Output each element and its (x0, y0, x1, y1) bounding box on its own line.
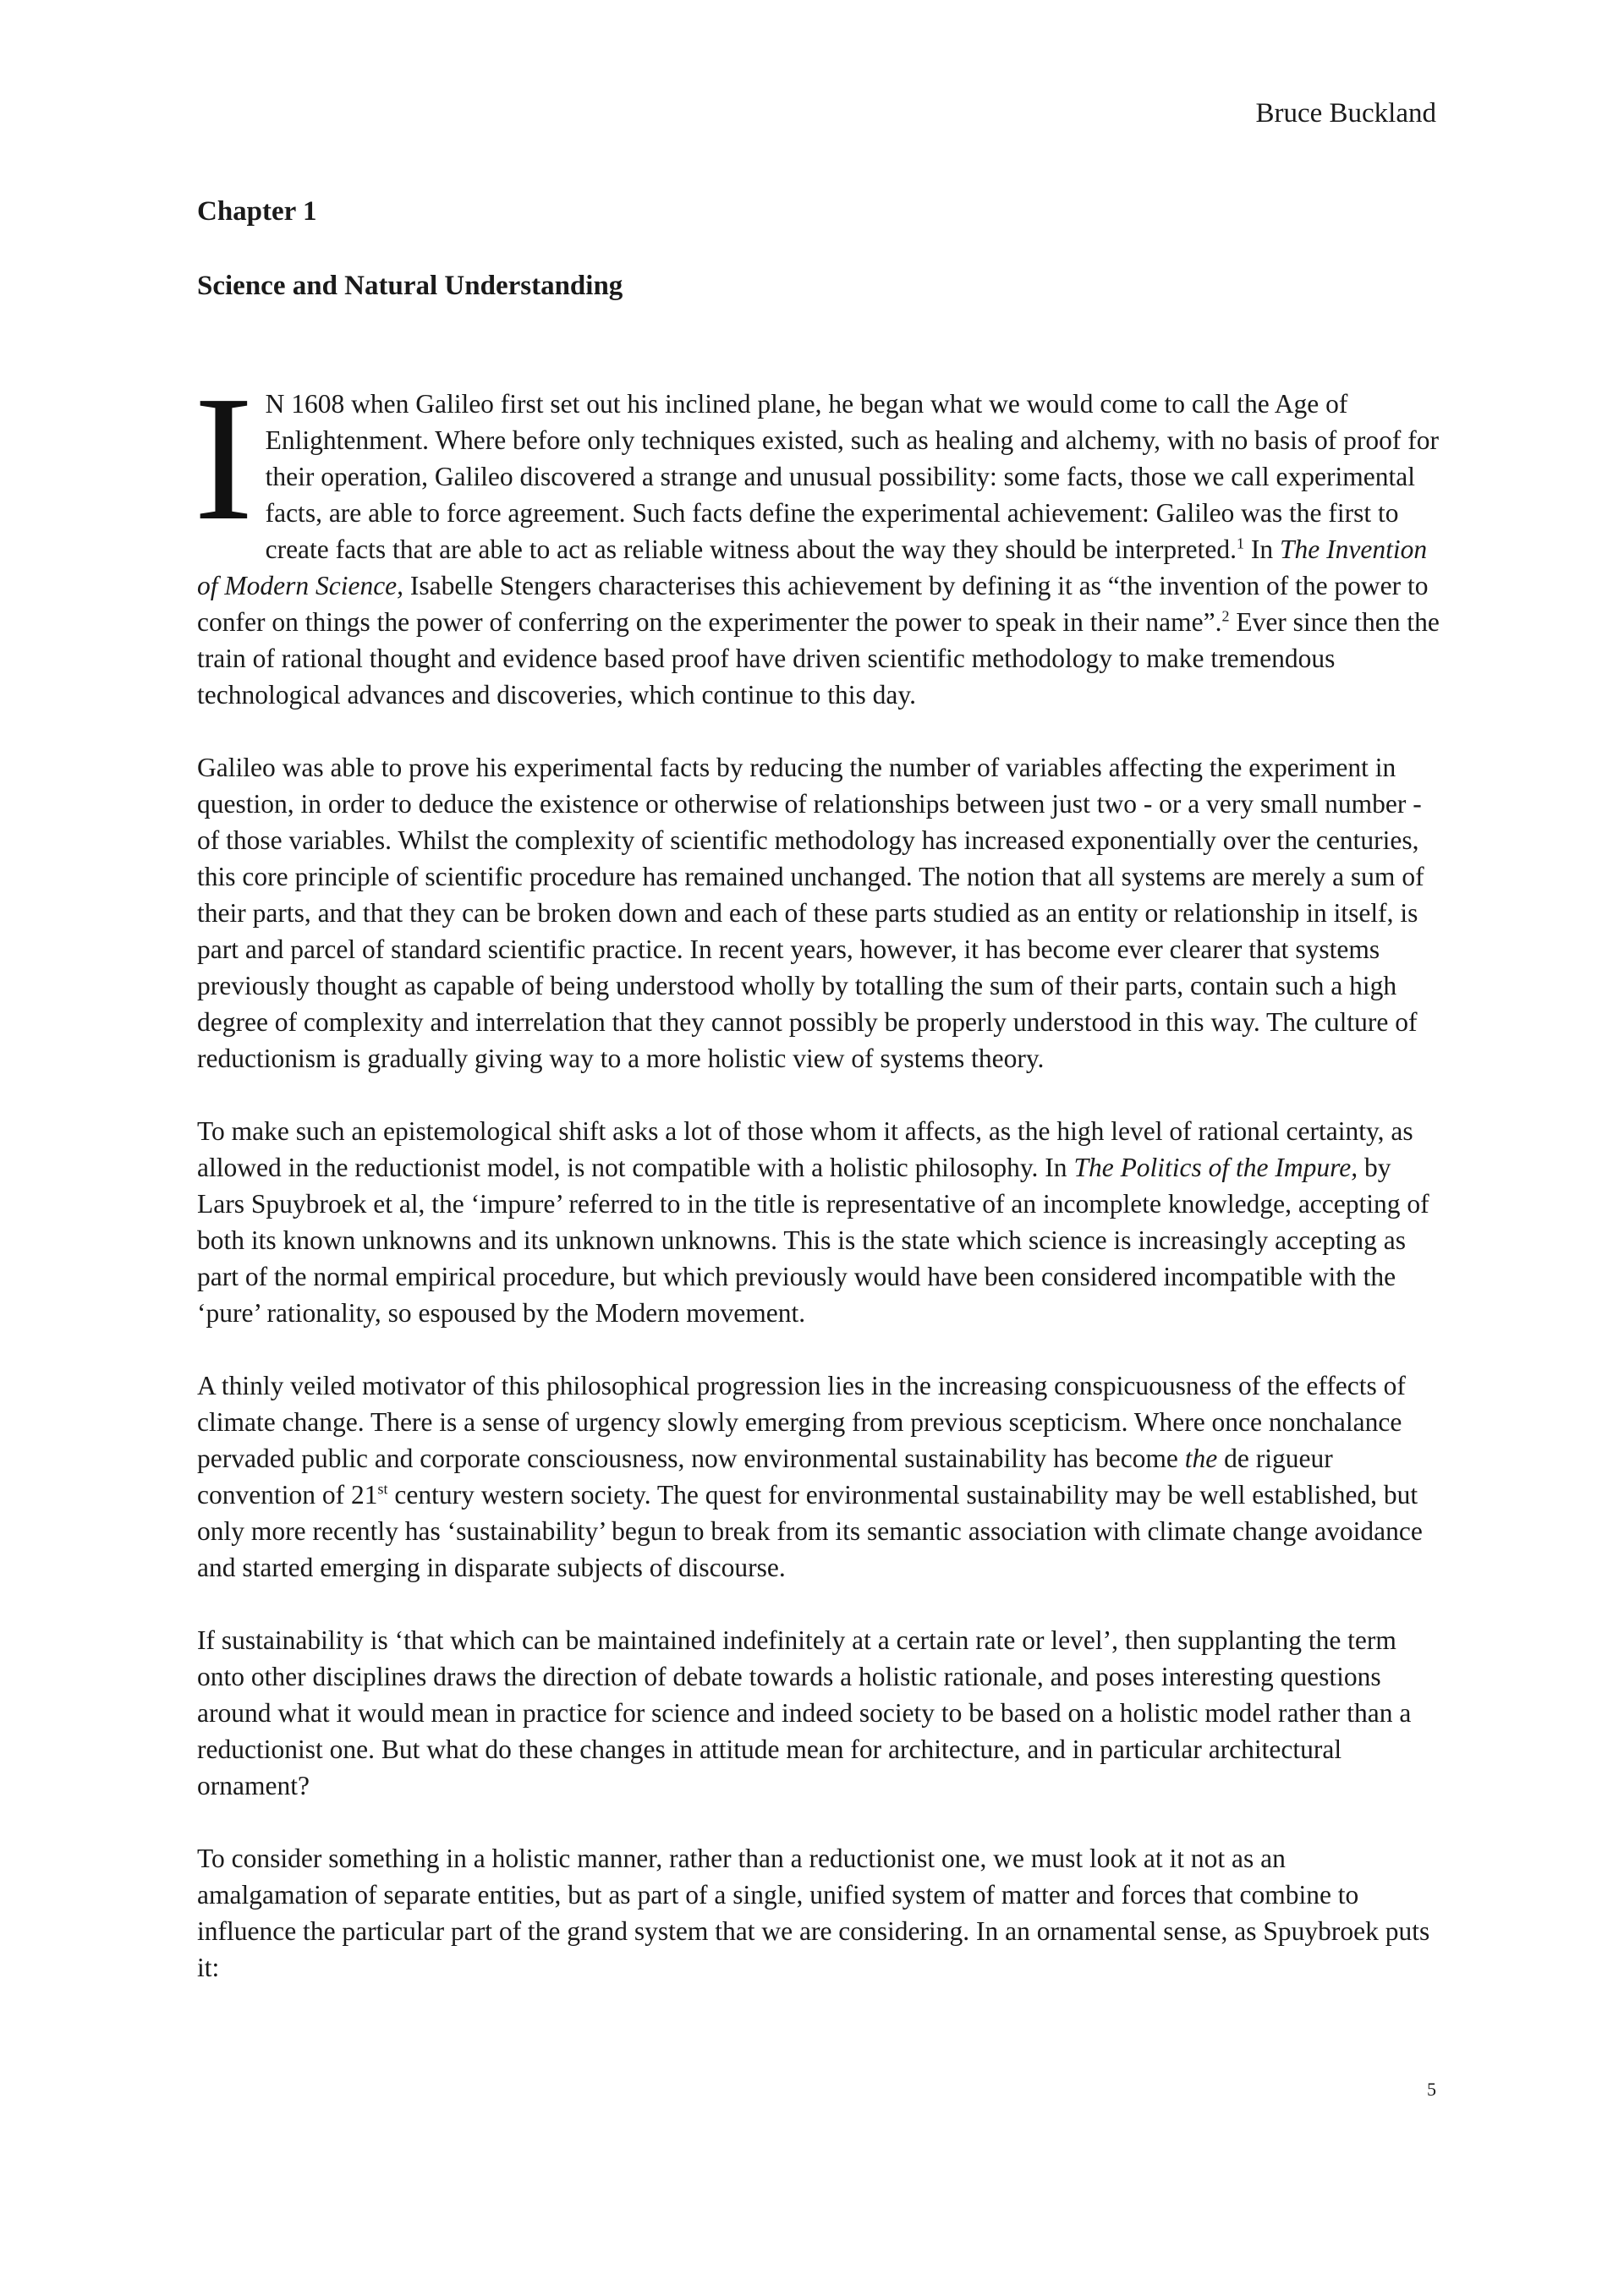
paragraph-1-text-a: N 1608 when Galileo first set out his inclined plane, he began what we would come to call the Age of Enlightenment. Where before only techniques existed, such as healing and alchemy, with no basis of proof for their operation, Galileo discovered a strange and unusual possibility: some facts, those we call experimental facts, are able to force agreement. Such facts define the experimental achievement: Galileo was the first to create facts that are able to act as reliable witness about the way they should be interpreted. (265, 389, 1439, 564)
paragraph-1-text-c: Isabelle Stengers characterises this achievement by defining it as “the invention of the power to confer on things the power of conferring on the experimenter the power to speak in their name”. (197, 571, 1429, 637)
paragraph-4-text-a: A thinly veiled motivator of this philosophical progression lies in the increasing conspicuousness of the effects of climate change. There is a sense of urgency slowly emerging from previous scepticism. Where once nonchalance pervaded public and corporate consciousness, now environmental sustainability has become (197, 1371, 1406, 1473)
paragraph-6: To consider something in a holistic manner, rather than a reductionist one, we must look at it not as an amalgamation of separate entities, but as part of a single, unified system of matter and forces that combine to influence the particular part of the grand system that we are considering. In an ornamental sense, as Spuybroek puts it: (197, 1844, 1430, 1982)
book-title-politics: The Politics of the Impure, (1073, 1153, 1358, 1182)
paragraph-1-text-b: In (1244, 534, 1281, 564)
paragraph-4-text-b: de rigueur convention of 21 (197, 1444, 1333, 1510)
paragraph-3 (197, 1113, 1440, 1331)
drop-cap: I (194, 359, 254, 557)
section-title: Science and Natural Understanding (197, 271, 623, 301)
document-body (194, 193, 1440, 1986)
paragraph-5: If sustainability is ‘that which can be maintained indefinitely at a certain rate or level’, then supplanting the term onto other disciplines draws the direction of debate towards a holistic rationale, and poses interesting questions around what it would mean in practice for science and indeed society to be based on a holistic model rather than a reductionist one. But what do these changes in attitude mean for architecture, and in particular architectural ornament? (197, 1625, 1412, 1800)
running-header-author: Bruce Buckland (1255, 98, 1436, 129)
chapter-title: Chapter 1 (197, 196, 317, 227)
paragraph-1 (194, 359, 1440, 713)
paragraph-4-text-c: century western society. The quest for environmental sustainability may be well established, but only more recently has ‘sustainability’ begun to break from its semantic association with climate change avoidance and started emerging in disparate subjects of discourse. (197, 1480, 1423, 1582)
book-title-invention: The Invention of Modern Science, (197, 534, 1428, 600)
paragraph-1-text-d: Ever since then the train of rational thought and evidence based proof have driven scientific methodology to make tremendous technological advances and discoveries, which continue to this day. (197, 607, 1440, 710)
footnote-ref-2[interactable]: 2 (1221, 607, 1230, 625)
paragraph-2: Galileo was able to prove his experimental facts by reducing the number of variables affecting the experiment in question, in order to deduce the existence or otherwise of relationships between just two - or a very small number - of those variables. Whilst the complexity of scientific methodology has increased exponentially over the centuries, this core principle of scientific procedure has remained unchanged. The notion that all systems are merely a sum of their parts, and that they can be broken down and each of these parts studied as an entity or relationship in itself, is part and parcel of standard scientific practice. In recent years, however, it has become ever clearer that systems previously thought as capable of being understood wholly by totalling the sum of their parts, contain such a high degree of complexity and interrelation that they cannot possibly be properly understood in this way. The culture of reductionism is gradually giving way to a more holistic view of systems theory. (197, 753, 1424, 1073)
paragraph-4 (197, 1367, 1440, 1586)
emphasis-the: the (1184, 1444, 1218, 1473)
paragraph-3-text-a: To make such an epistemological shift asks a lot of those whom it affects, as the high level of rational certainty, as allowed in the reductionist model, is not compatible with a holistic philosophy. In (197, 1116, 1413, 1182)
page-number: 5 (1427, 2079, 1436, 2100)
footnote-ref-1[interactable]: 1 (1237, 534, 1245, 552)
paragraph-3-text-b: by Lars Spuybroek et al, the ‘impure’ referred to in the title is representative of an incomplete knowledge, accepting of both its known unknowns and its unknown unknowns. This is the state which science is increasingly accepting as part of the normal empirical procedure, but which previously would have been considered incompatible with the ‘pure’ rationality, so espoused by the Modern movement. (197, 1153, 1429, 1328)
ordinal-suffix: st (377, 1480, 388, 1498)
